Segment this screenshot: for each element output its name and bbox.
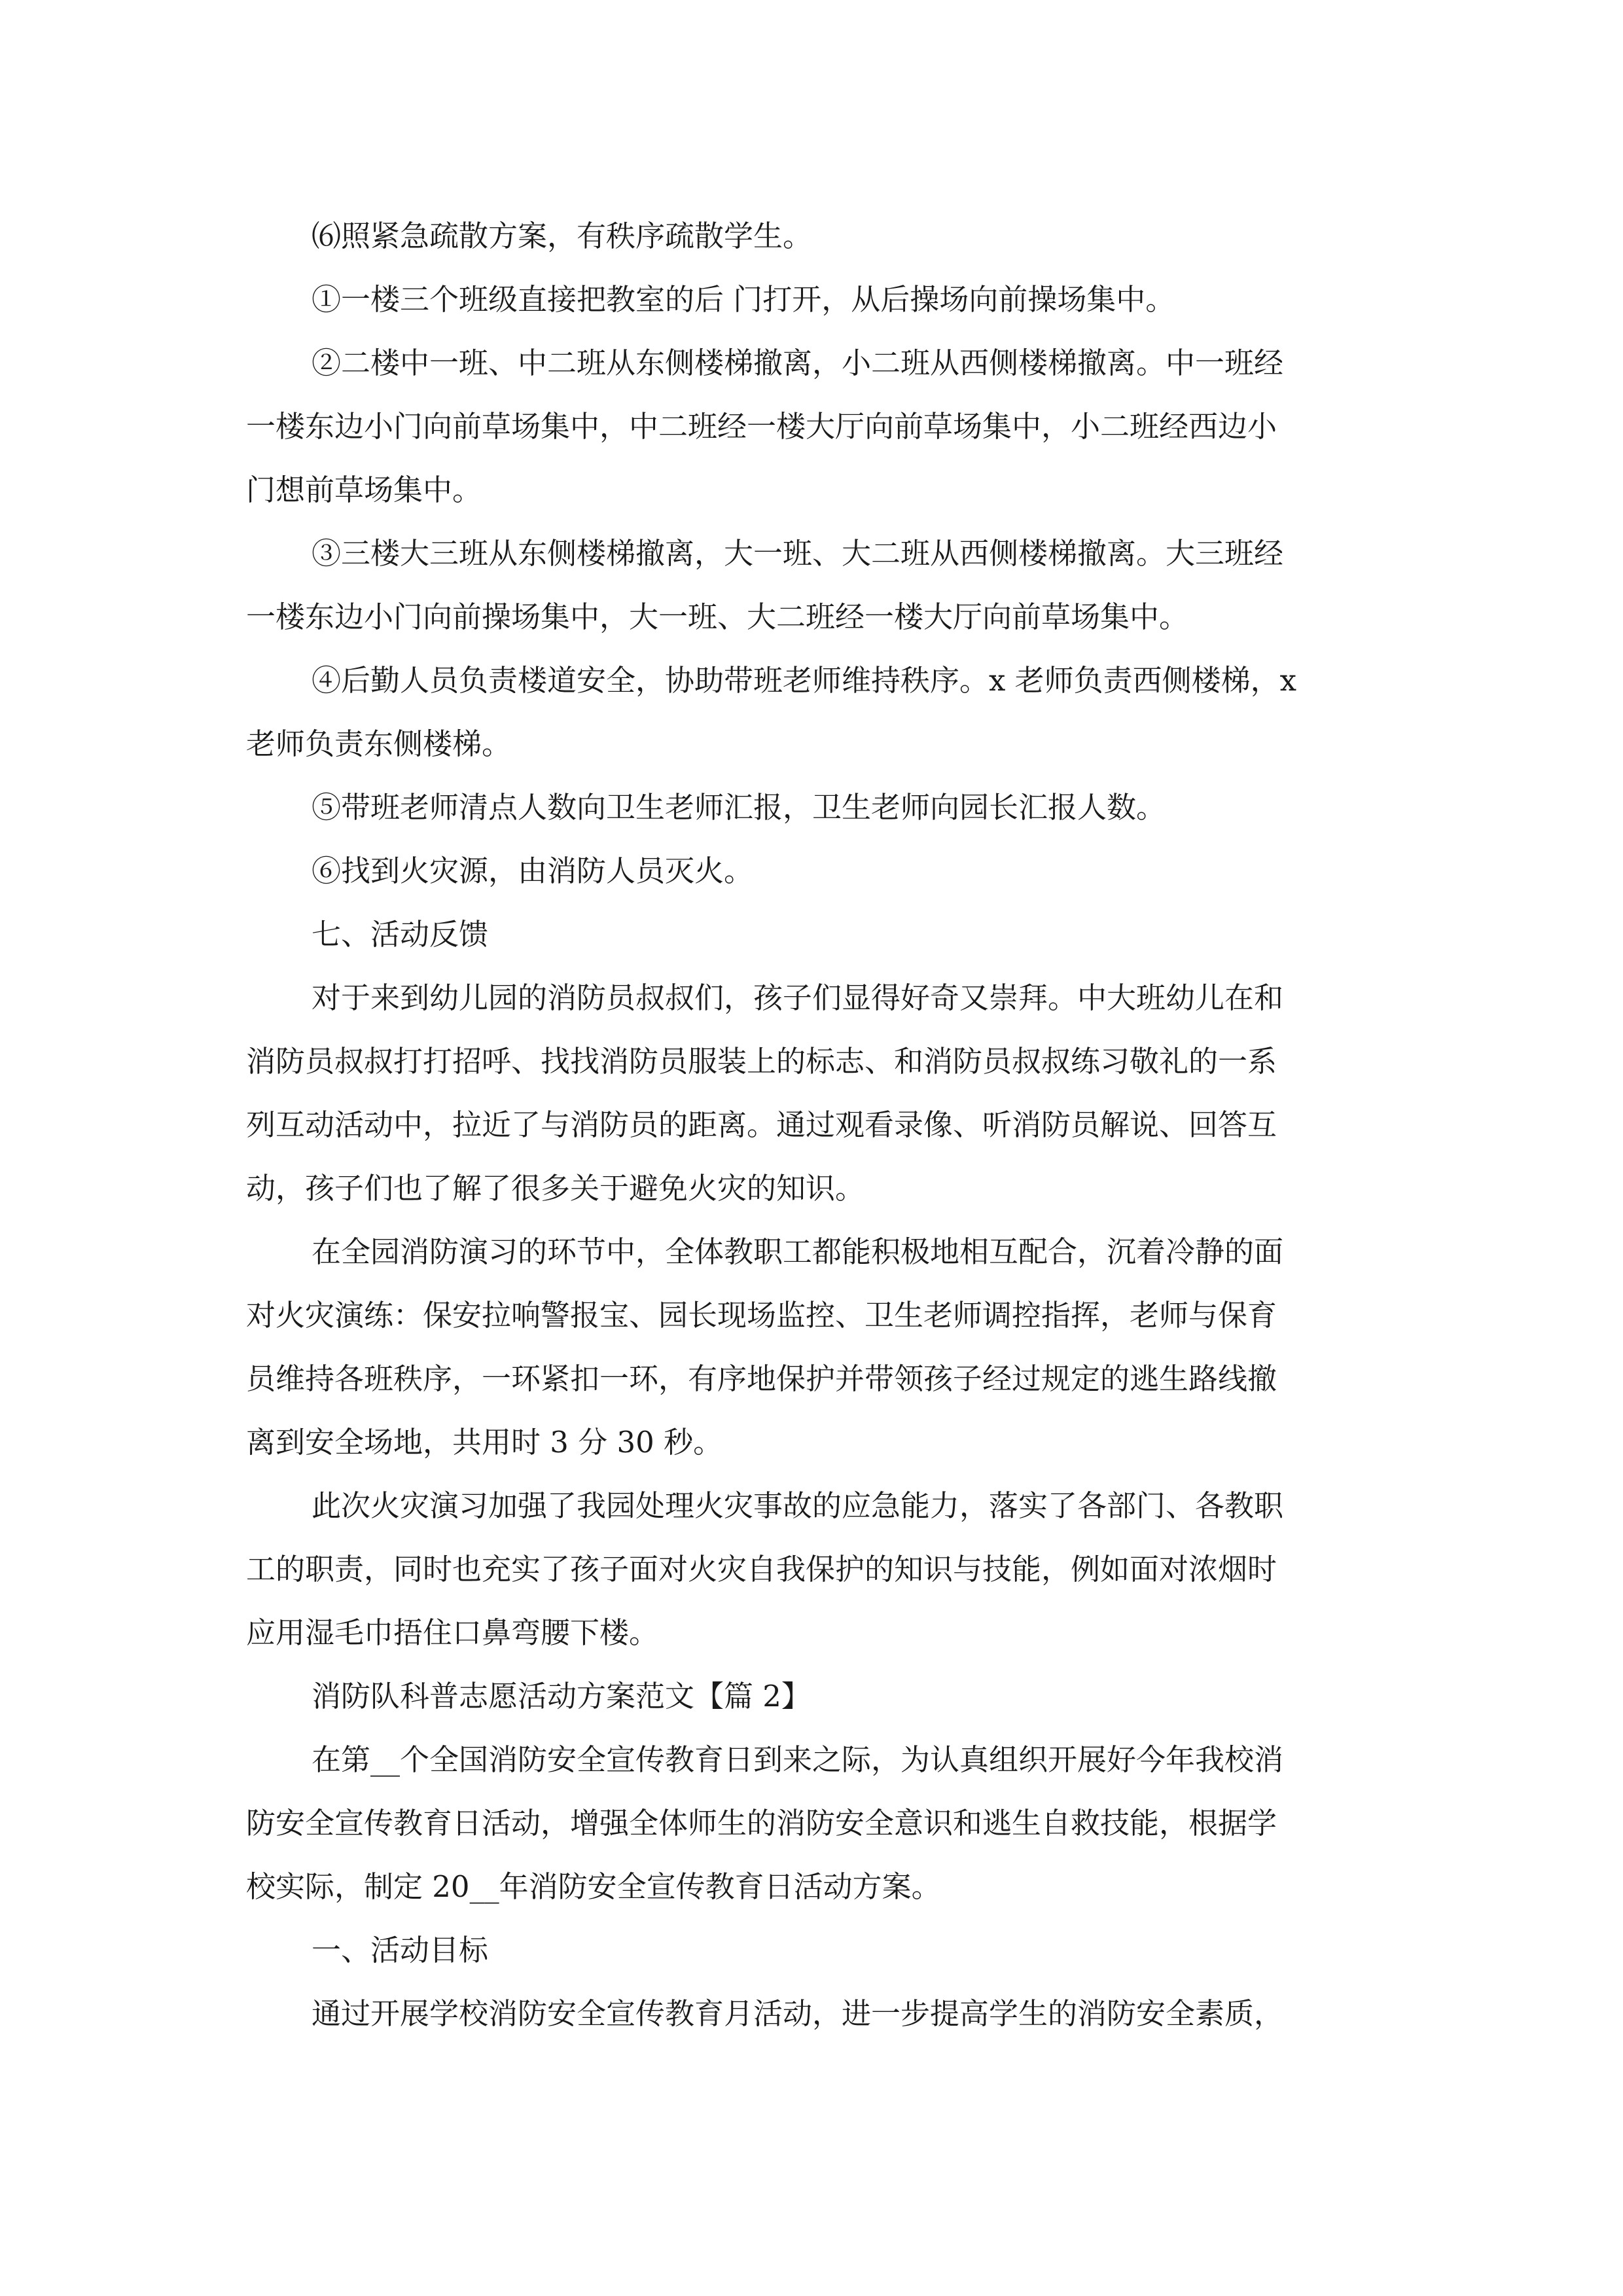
text-line: 离到安全场地，共用时 3 分 30 秒。 (246, 1425, 723, 1460)
text-line: 门想前草场集中。 (246, 473, 482, 507)
text-line: 员维持各班秩序，一环紧扣一环，有序地保护并带领孩子经过规定的逃生路线撤 (246, 1361, 1277, 1396)
text-line: 工的职责，同时也充实了孩子面对火灾自我保护的知识与技能，例如面对浓烟时 (246, 1552, 1277, 1587)
text-line: 校实际，制定 20__年消防安全宣传教育日活动方案。 (246, 1869, 941, 1904)
text-line: 在第__个全国消防安全宣传教育日到来之际，为认真组织开展好今年我校消 (312, 1742, 1284, 1777)
text-line: 此次火灾演习加强了我园处理火灾事故的应急能力，落实了各部门、各教职 (312, 1488, 1284, 1523)
text-line: 对火灾演练：保安拉响警报宝、园长现场监控、卫生老师调控指挥，老师与保育 (246, 1298, 1277, 1333)
text-line: ②二楼中一班、中二班从东侧楼梯撤离，小二班从西侧楼梯撤离。中一班经 (312, 346, 1284, 380)
document-body (246, 204, 1398, 2045)
text-line: 防安全宣传教育日活动，增强全体师生的消防安全意识和逃生自救技能，根据学 (246, 1806, 1277, 1840)
text-line: ⑹照紧急疏散方案，有秩序疏散学生。 (312, 219, 813, 253)
text-line: 一楼东边小门向前操场集中，大一班、大二班经一楼大厅向前草场集中。 (246, 600, 1189, 634)
text-line: ①一楼三个班级直接把教室的后 门打开，从后操场向前操场集中。 (312, 282, 1175, 317)
text-line: ③三楼大三班从东侧楼梯撤离，大一班、大二班从西侧楼梯撤离。大三班经 (312, 536, 1284, 571)
text-line: 对于来到幼儿园的消防员叔叔们，孩子们显得好奇又崇拜。中大班幼儿在和 (312, 980, 1284, 1015)
text-line: ⑤带班老师清点人数向卫生老师汇报，卫生老师向园长汇报人数。 (312, 790, 1166, 825)
text-line: 动，孩子们也了解了很多关于避免火灾的知识。 (246, 1171, 865, 1206)
section-heading: 七、活动反馈 (312, 917, 489, 952)
text-line: 应用湿毛巾捂住口鼻弯腰下楼。 (246, 1615, 659, 1650)
text-line: 在全园消防演习的环节中，全体教职工都能积极地相互配合，沉着冷静的面 (312, 1234, 1284, 1269)
text-line: 老师负责东侧楼梯。 (246, 726, 512, 761)
text-line: 通过开展学校消防安全宣传教育月活动，进一步提高学生的消防安全素质， (312, 1996, 1284, 2031)
text-line: ⑥找到火灾源，由消防人员灭火。 (312, 853, 754, 888)
text-line: 消防员叔叔打打招呼、找找消防员服装上的标志、和消防员叔叔练习敬礼的一系 (246, 1044, 1277, 1079)
article-title: 消防队科普志愿活动方案范文【篇 2】 (312, 1679, 811, 1713)
section-heading: 一、活动目标 (312, 1933, 489, 1967)
text-line: ④后勤人员负责楼道安全，协助带班老师维持秩序。x 老师负责西侧楼梯，x (312, 663, 1297, 698)
text-line: 列互动活动中，拉近了与消防员的距离。通过观看录像、听消防员解说、回答互 (246, 1107, 1277, 1142)
text-line: 一楼东边小门向前草场集中，中二班经一楼大厅向前草场集中，小二班经西边小 (246, 409, 1277, 444)
